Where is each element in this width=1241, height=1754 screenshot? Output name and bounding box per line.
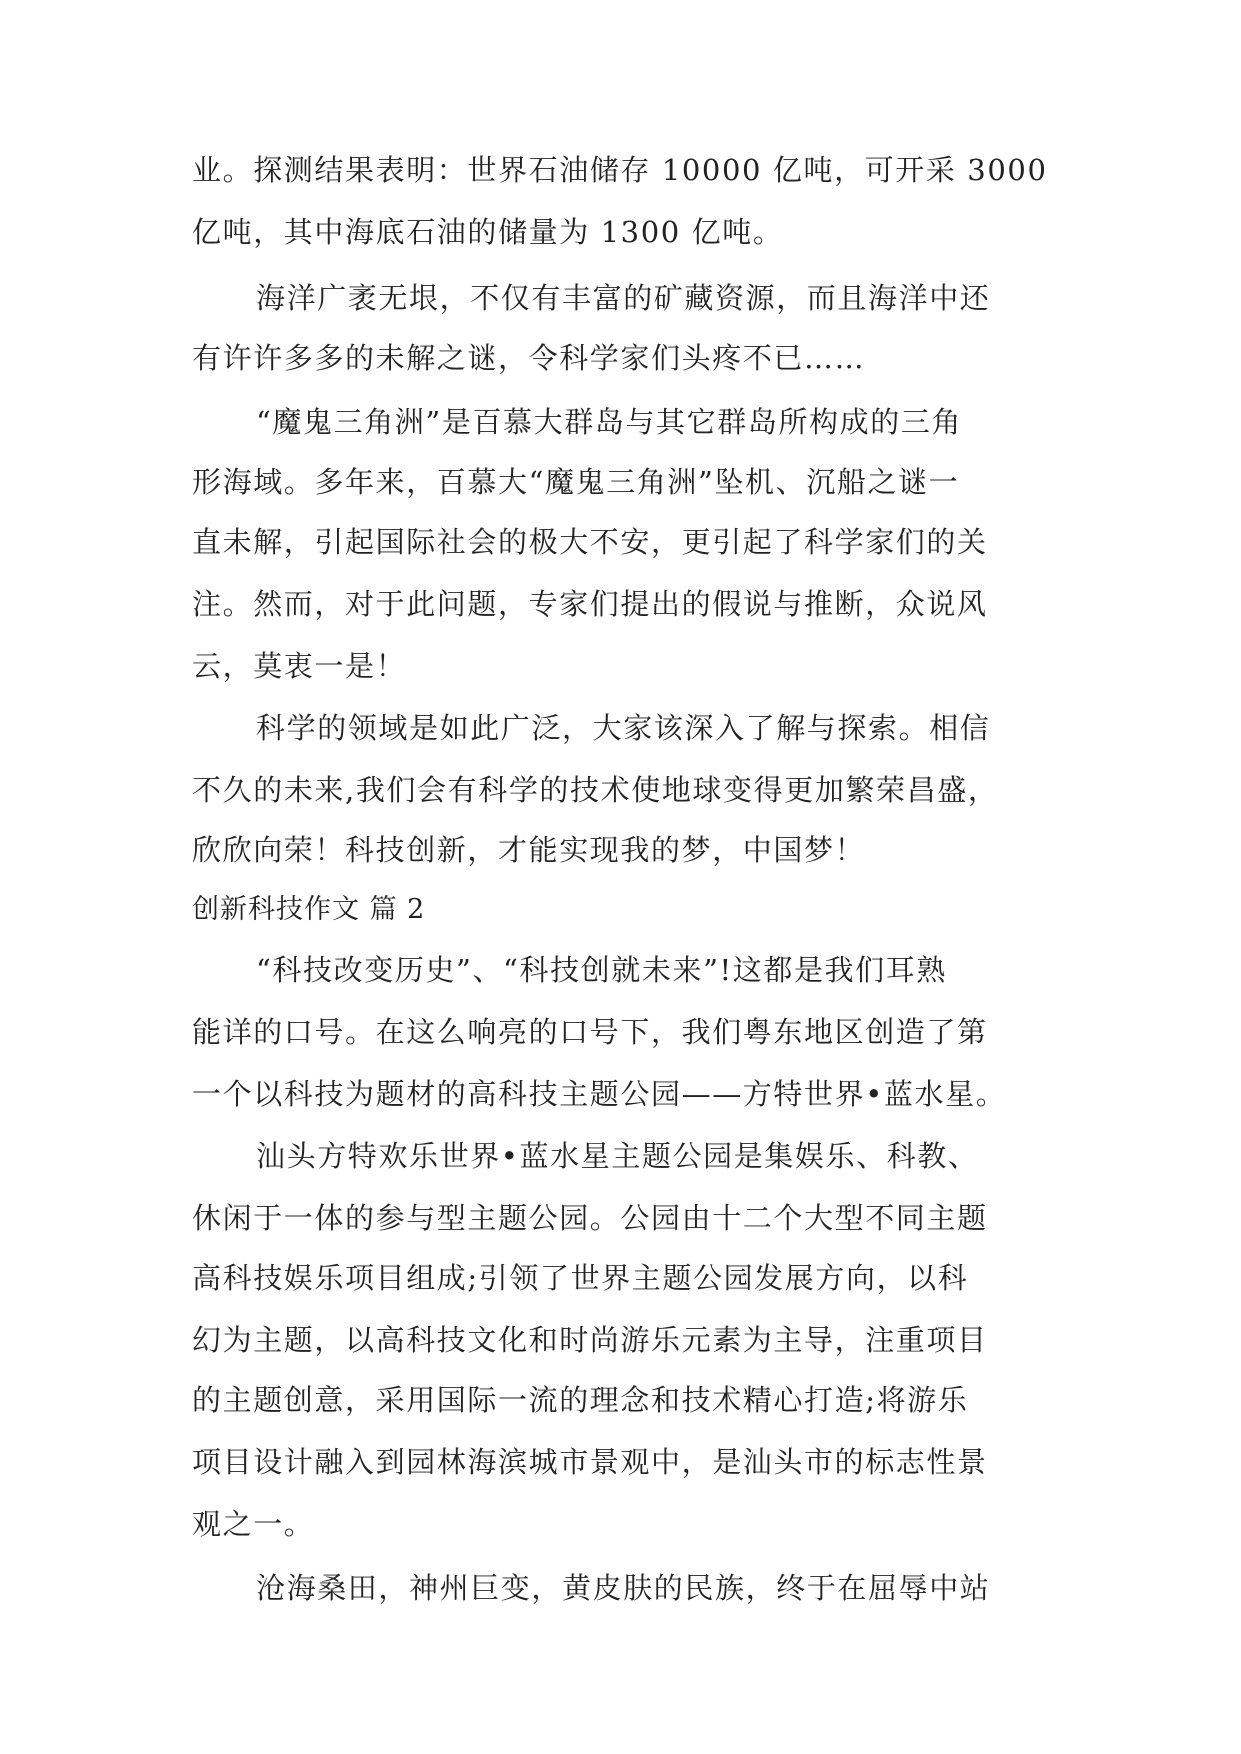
text-line: 项目设计融入到园林海滨城市景观中，是汕头市的标志性景 (192, 1445, 988, 1479)
paragraph-start-line: 沧海桑田，神州巨变，黄皮肤的民族，终于在屈辱中站 (256, 1571, 991, 1605)
text-line: 观之一。 (192, 1507, 315, 1541)
text-line: 直未解，引起国际社会的极大不安，更引起了科学家们的关 (192, 525, 988, 559)
text-line: 欣欣向荣！科技创新，才能实现我的梦，中国梦！ (192, 833, 866, 867)
text-line: 休闲于一体的参与型主题公园。公园由十二个大型不同主题 (192, 1201, 988, 1235)
paragraph-start-line: 海洋广袤无垠，不仅有丰富的矿藏资源，而且海洋中还 (256, 281, 991, 315)
text-line: 业。探测结果表明：世界石油储存 10000 亿吨，可开采 3000 (192, 153, 1048, 187)
text-line: 注。然而，对于此问题，专家们提出的假说与推断，众说风 (192, 587, 988, 621)
text-line: 幻为主题，以高科技文化和时尚游乐元素为主导，注重项目 (192, 1323, 988, 1357)
text-line: 一个以科技为题材的高科技主题公园——方特世界•蓝水星。 (192, 1077, 1007, 1111)
text-line: 高科技娱乐项目组成;引领了世界主题公园发展方向，以科 (192, 1261, 969, 1295)
text-line: 不久的未来,我们会有科学的技术使地球变得更加繁荣昌盛， (192, 773, 999, 807)
paragraph-start-line: 科学的领域是如此广泛，大家该深入了解与探索。相信 (256, 711, 991, 745)
text-line: 亿吨，其中海底石油的储量为 1300 亿吨。 (192, 215, 784, 249)
text-line: 的主题创意，采用国际一流的理念和技术精心打造;将游乐 (192, 1383, 969, 1417)
paragraph-start-line: 汕头方特欢乐世界•蓝水星主题公园是集娱乐、科教、 (256, 1139, 979, 1173)
paragraph-start-line: “魔鬼三角洲”是百慕大群岛与其它群岛所构成的三角 (256, 405, 963, 439)
text-line: 云，莫衷一是！ (192, 649, 407, 683)
text-line: 有许许多多的未解之谜，令科学家们头疼不已…… (192, 341, 866, 375)
paragraph-start-line: “科技改变历史”、“科技创就未来”!这都是我们耳熟 (256, 953, 947, 987)
section-heading: 创新科技作文 篇 2 (192, 894, 426, 925)
text-line: 形海域。多年来，百慕大“魔鬼三角洲”坠机、沉船之谜一 (192, 465, 960, 499)
text-line: 能详的口号。在这么响亮的口号下，我们粤东地区创造了第 (192, 1015, 988, 1049)
